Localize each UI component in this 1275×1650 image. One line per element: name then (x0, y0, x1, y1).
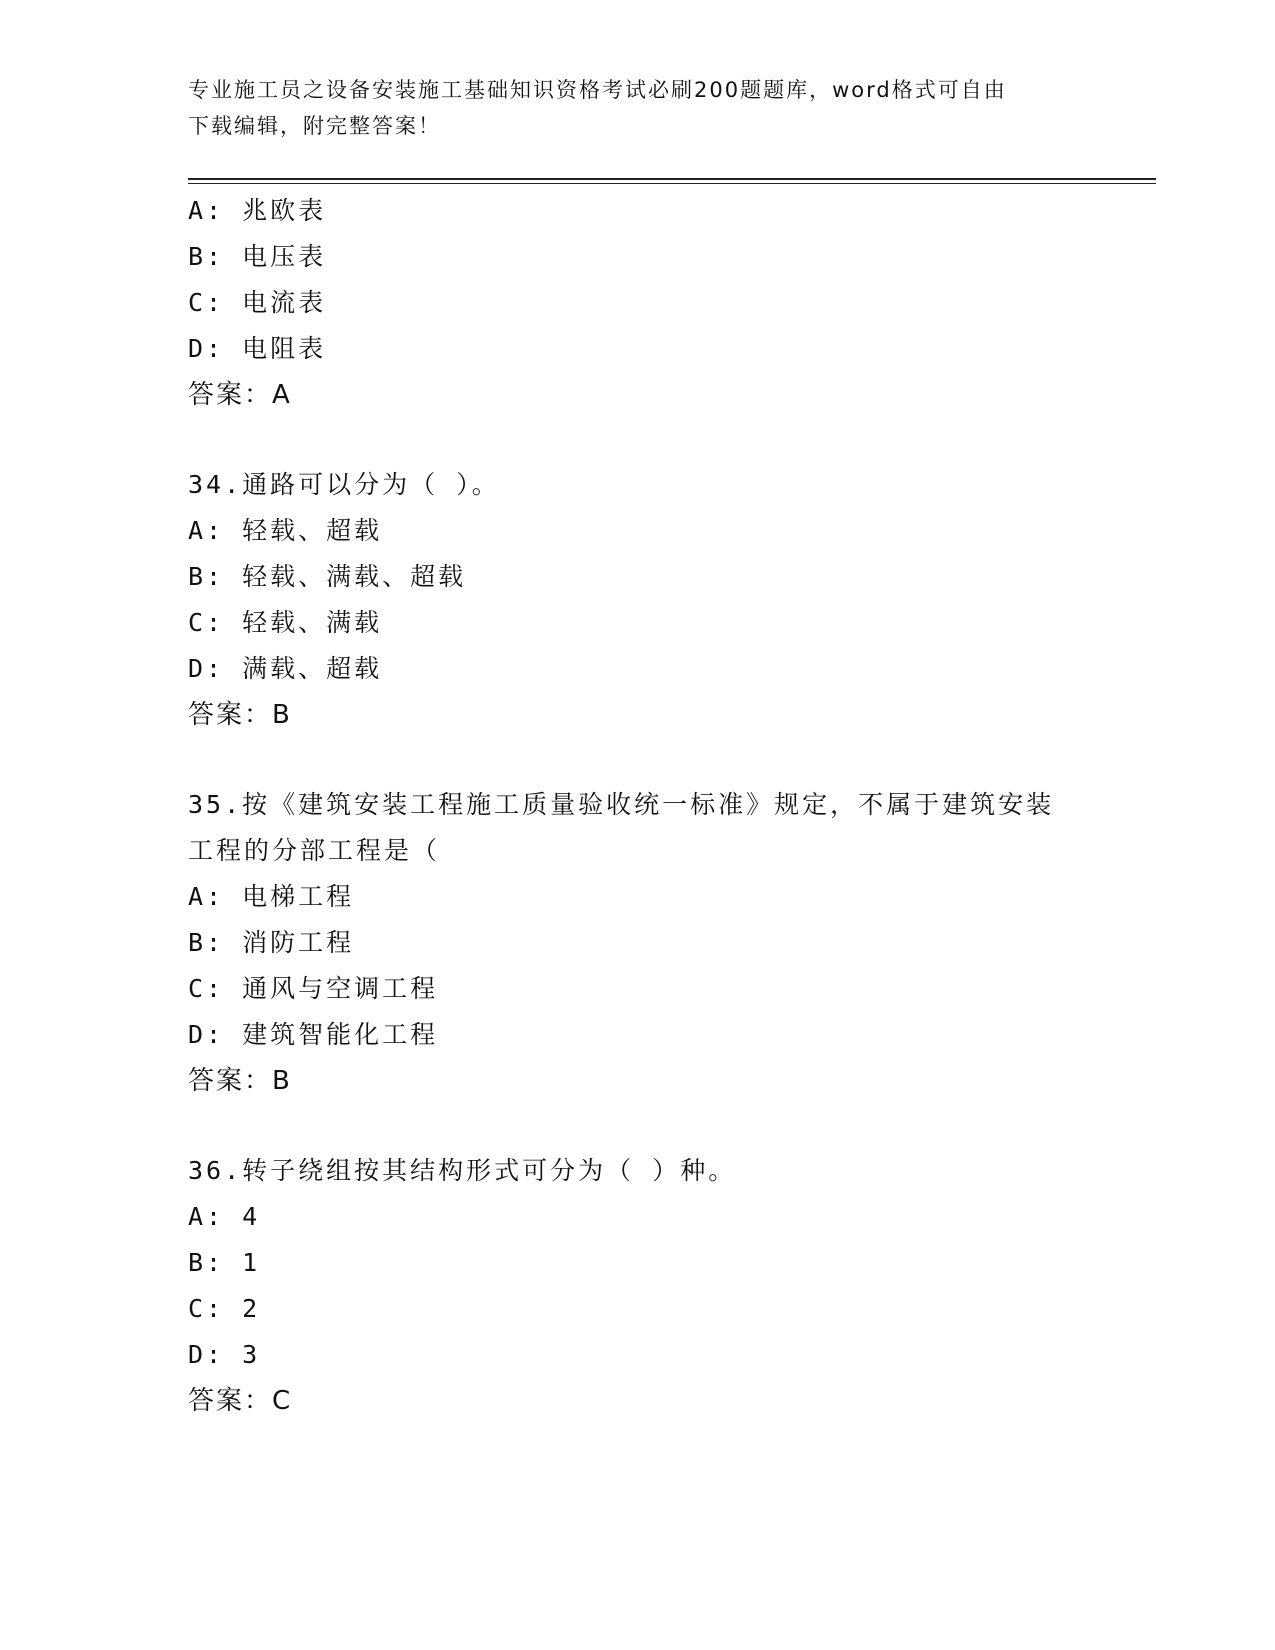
option-c: C: 轻载、满载 (188, 608, 383, 637)
option-d: D: 3 (188, 1340, 261, 1369)
header-line-2: 下载编辑，附完整答案！ (188, 114, 441, 138)
answer: 答案：B (188, 700, 292, 730)
option-b: B: 1 (188, 1248, 261, 1277)
option-a: A: 兆欧表 (188, 196, 327, 225)
question-text: 36.转子绕组按其结构形式可分为（ ）种。 (188, 1156, 737, 1185)
question-text: 34.通路可以分为（ ）。 (188, 470, 500, 499)
option-c: C: 电流表 (188, 288, 327, 317)
option-a: A: 轻载、超载 (188, 516, 383, 545)
option-b: B: 消防工程 (188, 928, 355, 957)
question-list (188, 188, 1088, 1424)
header-divider (188, 178, 1156, 180)
header-divider-thin (188, 183, 1156, 184)
question-35 (188, 782, 1088, 1104)
header-line-1: 专业施工员之设备安装施工基础知识资格考试必刷200题题库，word格式可自由 (188, 78, 1007, 102)
answer: 答案：A (188, 380, 292, 410)
document-header (188, 72, 1088, 144)
option-c: C: 通风与空调工程 (188, 974, 439, 1003)
question-text-line-2: 工程的分部工程是（ (188, 836, 441, 865)
option-d: D: 建筑智能化工程 (188, 1020, 439, 1049)
answer: 答案：B (188, 1066, 292, 1096)
option-b: B: 轻载、满载、超载 (188, 562, 467, 591)
question-36 (188, 1148, 1088, 1424)
option-d: D: 满载、超载 (188, 654, 383, 683)
answer: 答案：C (188, 1386, 293, 1416)
question-34 (188, 462, 1088, 738)
option-a: A: 电梯工程 (188, 882, 355, 911)
option-d: D: 电阻表 (188, 334, 327, 363)
question-33 (188, 188, 1088, 418)
option-a: A: 4 (188, 1202, 261, 1231)
question-text-line-1: 35.按《建筑安装工程施工质量验收统一标准》规定，不属于建筑安装 (188, 790, 1055, 819)
option-b: B: 电压表 (188, 242, 327, 271)
option-c: C: 2 (188, 1294, 261, 1323)
